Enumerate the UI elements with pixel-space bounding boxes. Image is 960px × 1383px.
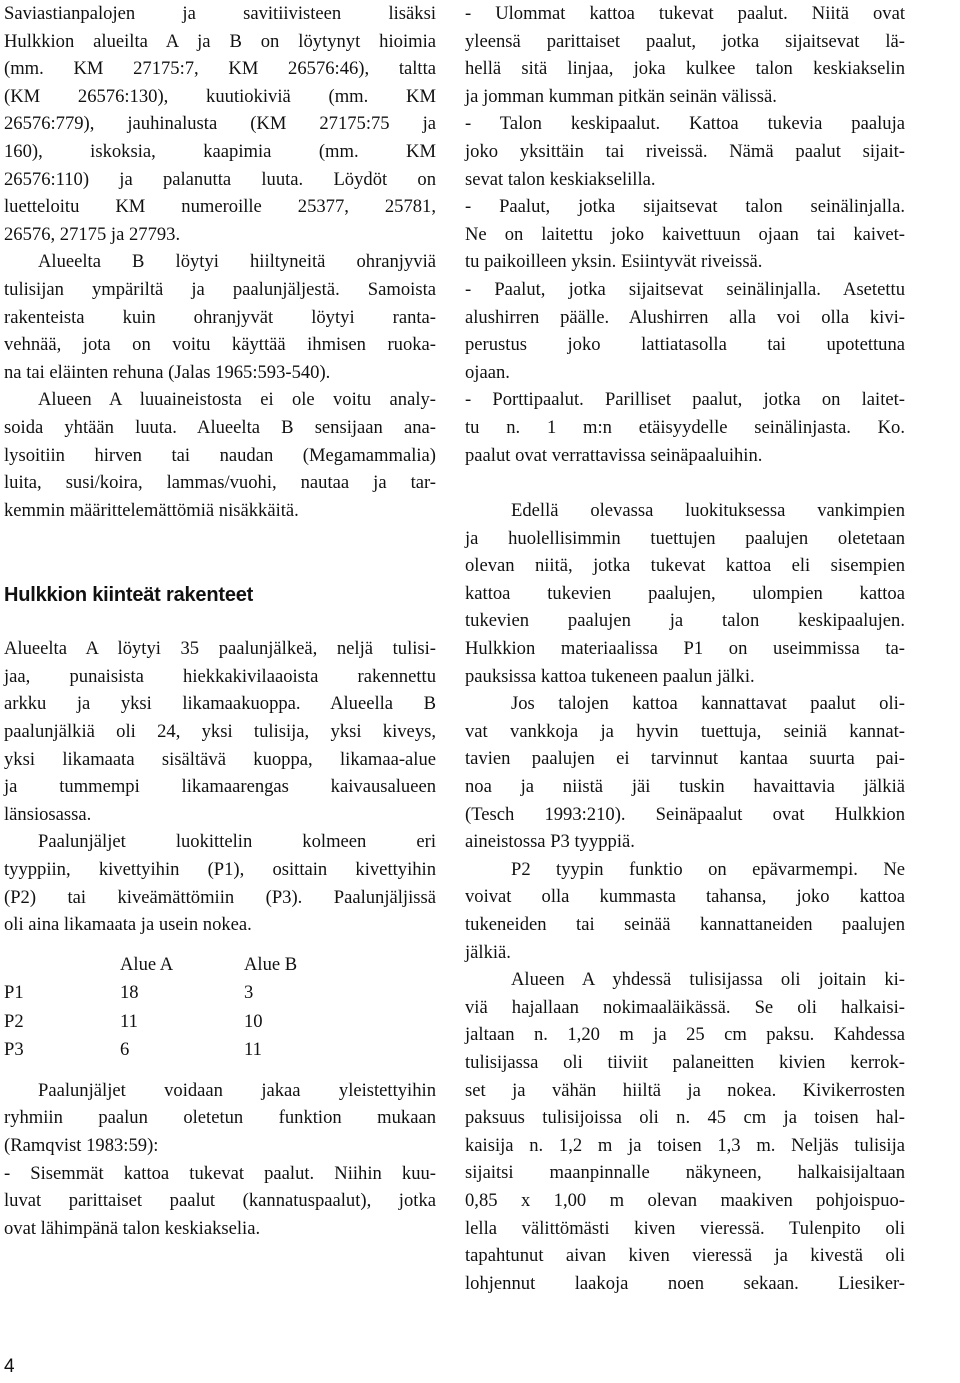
text-line: Alueen A luuaineistosta ei ole voitu analy- <box>38 389 436 411</box>
text-line: ovat lähimpänä talon keskiakselia. <box>4 1217 261 1239</box>
list-item-line: - Talon keskipaalut. Kattoa tukevia paaluja <box>465 113 905 135</box>
paragraph-p2 <box>465 856 905 966</box>
list-item-line: yleensä parittaiset paalut, jotka sijaitsevat lä- <box>465 30 905 52</box>
text-line: Edellä olevassa luokituksessa vankimpien <box>511 500 905 522</box>
text-line: soida yhtään luuta. Alueelta B sensijaan ana- <box>4 416 436 438</box>
text-line: P2 tyypin funktio on epävarmempi. Ne <box>511 858 905 880</box>
table-header-row <box>4 951 364 980</box>
text-line: ryhmiin paalun oletetun funktion mukaan <box>4 1107 436 1129</box>
table-cell: 11 <box>120 1010 138 1032</box>
table-row <box>4 1008 364 1037</box>
list-item-line: - Ulommat kattoa tukevat paalut. Niitä ovat <box>465 3 905 24</box>
list-item-line: perustus joko lattiatasolla tai upotettuna <box>465 334 905 356</box>
list-item-line: tu paikoilleen yksin. Esiintyvät riveissä. <box>465 251 763 273</box>
list-item-line: sevat talon keskiakselilla. <box>465 168 656 190</box>
post-type-list <box>465 0 905 469</box>
text-line: (Ramqvist 1983:59): <box>4 1135 159 1156</box>
list-item-line: tu n. 1 m:n etäisyydelle seinälinjasta. Ko. <box>465 416 905 438</box>
text-line: (P2) tai kiveämättömiin (P3). Paalunjäljissä <box>4 886 436 908</box>
list-item-line: joko yksittäin tai riveissä. Nämä paalut sijait- <box>465 140 905 162</box>
text-line: lohjennut laakoja noen sekaan. Liesiker- <box>465 1272 905 1294</box>
list-item-line: hellä sitä linjaa, joka kulkee talon keskiakselin <box>465 58 905 80</box>
text-line: tulisijan ympäriltä ja paalunjäljestä. Samoista <box>4 278 436 300</box>
page-number: 4 <box>4 1356 15 1377</box>
table-cell: 3 <box>244 982 254 1004</box>
text-line: (KM 26576:130), kuutiokiviä (mm. KM <box>4 85 436 107</box>
section-heading: Hulkkion kiinteät rakenteet <box>4 584 254 607</box>
table-cell: P3 <box>4 1039 24 1061</box>
text-line: viä hajallaan nokimaaläikässä. Se oli halkaisi- <box>465 996 905 1018</box>
text-line: paksuus tulisijoissa oli n. 45 cm ja toisen hal- <box>465 1107 905 1129</box>
paragraph-bones <box>4 386 436 524</box>
text-line: paalunjälkiä oli 24, yksi tulisija, yksi kiveys, <box>4 721 436 743</box>
paragraph-groups <box>4 1077 436 1243</box>
text-line: 0,85 x 1,00 m olevan maakiven pohjoispuo- <box>465 1189 905 1211</box>
text-line: arkku ja yksi likamaakuoppa. Alueella B <box>4 693 436 715</box>
text-line: olevan niitä, jotka tukevat kattoa eli sisempien <box>465 555 905 577</box>
text-line: Alueelta A löytyi 35 paalunjälkeä, neljä tulisi- <box>4 638 436 660</box>
table-row <box>4 1036 364 1065</box>
table-cell: P2 <box>4 1010 24 1032</box>
text-line: Hulkkion alueilta A ja B on löytynyt hioimia <box>4 30 436 52</box>
text-line: 26576, 27175 ja 27793. <box>4 223 181 245</box>
list-item-line: Ne on laitettu joko kaivettuun ojaan tai kaivet- <box>465 223 905 245</box>
text-line: lysoitiin hirven tai naudan (Megamammalia) <box>4 444 436 466</box>
text-line: luetteloitu KM numeroille 25377, 25781, <box>4 196 436 218</box>
text-line: - Sisemmät kattoa tukevat paalut. Niihin kuu- <box>4 1162 436 1184</box>
table-header-cell <box>4 951 120 980</box>
text-line: länsiosassa. <box>4 803 92 825</box>
text-line: Paalunjäljet voidaan jakaa yleistettyihin <box>38 1079 436 1101</box>
text-line: 26576:779), jauhinalusta (KM 27175:75 ja <box>4 113 436 135</box>
table-cell: 6 <box>120 1039 130 1061</box>
text-line: aineistossa P3 tyyppiä. <box>465 831 635 853</box>
table-cell: 10 <box>244 1010 263 1032</box>
list-item-line: - Paalut, jotka sijaitsevat talon seinälinjalla. <box>465 196 905 218</box>
text-line: 26576:110) ja palanutta luuta. Löydöt on <box>4 168 436 190</box>
text-line: vehnää, jota on voitu käyttää ihmisen ruoka- <box>4 334 436 356</box>
paragraph-grains <box>4 248 436 386</box>
text-line: (Tesch 1993:210). Seinäpaalut ovat Hulkkion <box>465 803 905 825</box>
text-line: tukevien paalujen ja talon keskipaalujen. <box>465 610 905 632</box>
table-cell: 11 <box>244 1039 262 1061</box>
text-line: luvat parittaiset paalut (kannatuspaalut), jotka <box>4 1190 436 1212</box>
text-line: jaltaan n. 1,20 m ja 25 cm paksu. Kahdessa <box>465 1024 905 1046</box>
text-line: (mm. KM 27175:7, KM 26576:46), taltta <box>4 58 436 80</box>
text-line: Jos talojen kattoa kannattavat paalut oli- <box>511 693 905 715</box>
text-line: Alueelta B löytyi hiiltyneitä ohranjyviä <box>38 251 436 273</box>
list-item-line: alushirren päälle. Alushirren alla voi olla kivi- <box>465 306 905 328</box>
paragraph-finds <box>4 0 436 248</box>
text-line: tyyppiin, kivettyihin (P1), osittain kivettyihin <box>4 859 436 881</box>
table-row <box>4 979 364 1008</box>
table-header-cell: Alue A <box>120 953 174 975</box>
text-line: sijaitsi maanpinnalle näkyneen, halkaisijaltaan <box>465 1162 905 1184</box>
text-line: Hulkkion materiaalissa P1 on useimmissa ta- <box>465 638 905 660</box>
text-line: oli aina likamaata ja usein nokea. <box>4 914 252 936</box>
text-line: kattoa tukevien paalujen, ulompien kattoa <box>465 582 905 604</box>
text-line: lella välittömästi kiven vieressä. Tulenpito oli <box>465 1217 905 1239</box>
text-line: rakenteista kuin ohranjyvät löytyi ranta- <box>4 306 436 328</box>
text-line: yksi likamaata sisältävä kuoppa, likamaa-alue <box>4 748 436 770</box>
text-line: tulisijassa oli tiiviit palaneitten kivien kerrok- <box>465 1051 905 1073</box>
text-line: kemmin määrittelemättömiä nisäkkäitä. <box>4 499 299 521</box>
text-line: na tai eläinten rehuna (Jalas 1965:593-540). <box>4 361 331 383</box>
text-line: tapahtunut aivan kiven vieressä ja kivestä oli <box>465 1245 905 1267</box>
paragraph-structures <box>4 635 436 828</box>
paragraph-hearths <box>465 966 905 1297</box>
text-line: set ja vähän hiiltä ja nokea. Kivikerrosten <box>465 1079 905 1101</box>
table-header-cell: Alue B <box>244 953 298 975</box>
text-line: luita, susi/koira, lammas/vuohi, nautaa ja tar- <box>4 472 436 494</box>
text-line: tavien paalujen ei tarvinnut kantaa suurta pai- <box>465 748 905 770</box>
text-line: jaa, punaisista hiekkakivilaaoista rakennettu <box>4 665 436 687</box>
text-line: vat vankkoja ja hyvin tuettuja, seiniä kannat- <box>465 720 905 742</box>
text-line: voivat olla kummasta tahansa, joko kattoa <box>465 886 905 908</box>
list-item-line: paalut ovat verrattavissa seinäpaaluihin. <box>465 444 763 466</box>
post-hole-table <box>4 951 364 1065</box>
text-line: kaisija n. 1,2 m ja toisen 1,3 m. Neljäs tulisija <box>465 1134 905 1156</box>
list-item-line: ojaan. <box>465 361 510 383</box>
text-line: Paalunjäljet luokittelin kolmeen eri <box>38 831 436 853</box>
paragraph-wall-posts <box>465 690 905 856</box>
text-line: pauksissa kattoa tukeneen paalun jälki. <box>465 665 755 687</box>
table-cell: 18 <box>120 982 139 1004</box>
list-item-line: - Paalut, jotka sijaitsevat seinälinjalla. Asetettu <box>465 278 905 300</box>
text-line: ja huolellisimmin tuettujen paalujen oletetaan <box>465 527 905 549</box>
text-line: Saviastianpalojen ja savitiivisteen lisäksi <box>4 3 436 24</box>
text-line: tukeneiden tai seinää kannattaneiden paalujen <box>465 914 905 935</box>
text-line: noa ja niistä jäi tuskin havaittavia jälkiä <box>465 776 905 798</box>
table-cell: P1 <box>4 982 24 1004</box>
list-item-line: ja jomman kumman pitkän seinän välissä. <box>465 85 777 107</box>
paragraph-types <box>4 828 436 938</box>
right-column <box>465 0 905 1297</box>
list-item-line: - Porttipaalut. Parilliset paalut, jotka on laitet- <box>465 389 905 411</box>
text-line: 160), iskoksia, kaapimia (mm. KM <box>4 140 436 162</box>
paragraph-classification <box>465 497 905 690</box>
text-line: Alueen A yhdessä tulisijassa oli joitain ki- <box>511 969 905 991</box>
left-column <box>4 0 436 1242</box>
text-line: jälkiä. <box>465 941 511 963</box>
text-line: ja tummempi likamaarengas kaivausalueen <box>4 776 436 798</box>
